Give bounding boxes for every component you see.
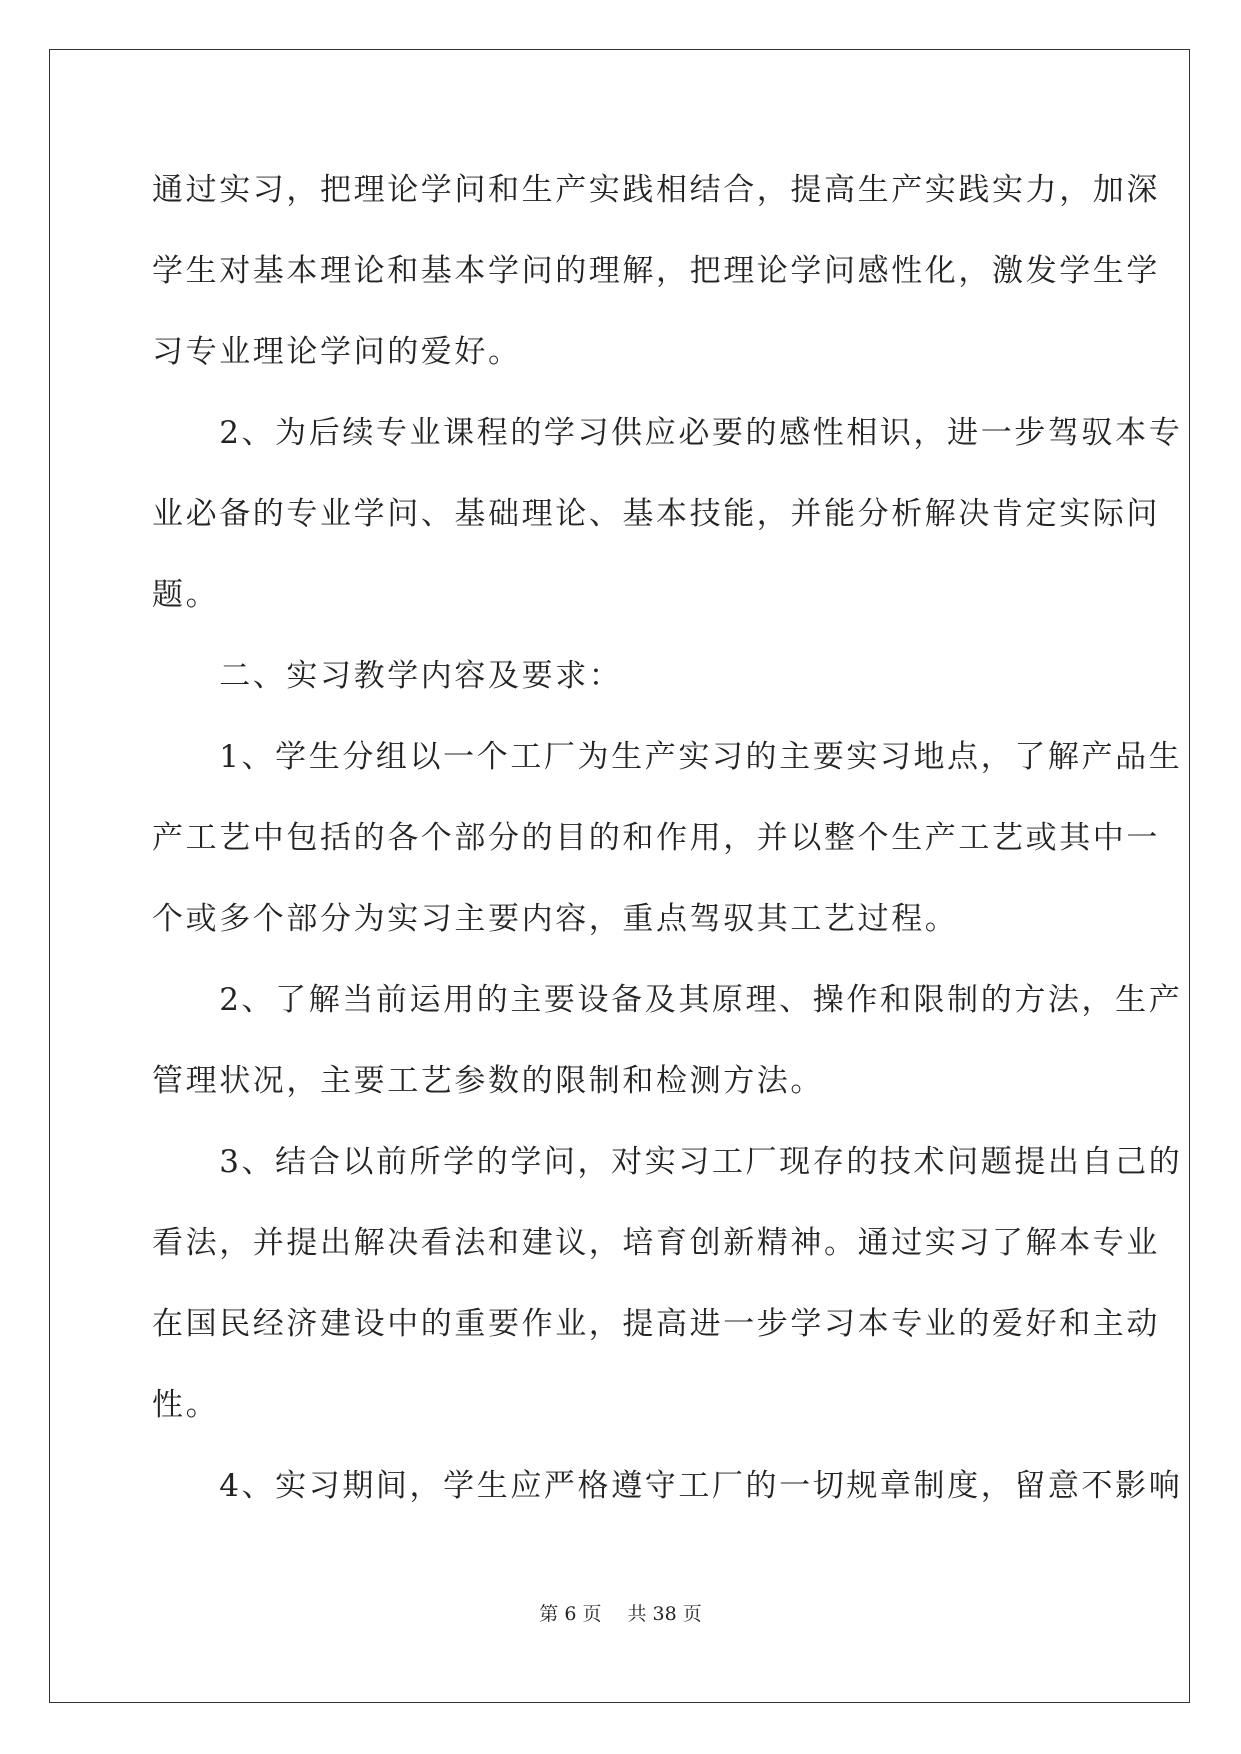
text-line: 看法，并提出解决看法和建议，培育创新精神。通过实习了解本专业 <box>152 1225 1160 1261</box>
page-number: 第 6 页 <box>539 1603 602 1625</box>
text-line: 2、为后续专业课程的学习供应必要的感性相识，进一步驾驭本专 <box>152 415 1183 451</box>
text-line: 4、实习期间，学生应严格遵守工厂的一切规章制度，留意不影响 <box>152 1468 1183 1504</box>
page-border <box>49 49 1190 1703</box>
section-heading: 二、实习教学内容及要求： <box>152 658 623 694</box>
page-total: 共 38 页 <box>627 1603 702 1625</box>
text-line: 1、学生分组以一个工厂为生产实习的主要实习地点，了解产品生 <box>152 739 1183 775</box>
text-line: 题。 <box>152 577 220 613</box>
text-line: 个或多个部分为实习主要内容，重点驾驭其工艺过程。 <box>152 901 959 937</box>
text-line: 产工艺中包括的各个部分的目的和作用，并以整个生产工艺或其中一 <box>152 820 1160 856</box>
text-line: 学生对基本理论和基本学问的理解，把理论学问感性化，激发学生学 <box>152 253 1160 289</box>
text-line: 3、结合以前所学的学问，对实习工厂现存的技术问题提出自己的 <box>152 1144 1183 1180</box>
text-line: 管理状况，主要工艺参数的限制和检测方法。 <box>152 1063 824 1099</box>
text-line: 在国民经济建设中的重要作业，提高进一步学习本专业的爱好和主动 <box>152 1306 1160 1342</box>
text-line: 性。 <box>152 1387 220 1423</box>
text-line: 通过实习，把理论学问和生产实践相结合，提高生产实践实力，加深 <box>152 172 1160 208</box>
text-line: 2、了解当前运用的主要设备及其原理、操作和限制的方法，生产 <box>152 982 1183 1018</box>
text-line: 习专业理论学问的爱好。 <box>152 334 522 370</box>
text-line: 业必备的专业学问、基础理论、基本技能，并能分析解决肯定实际问 <box>152 496 1160 532</box>
page-footer <box>0 1602 1241 1626</box>
